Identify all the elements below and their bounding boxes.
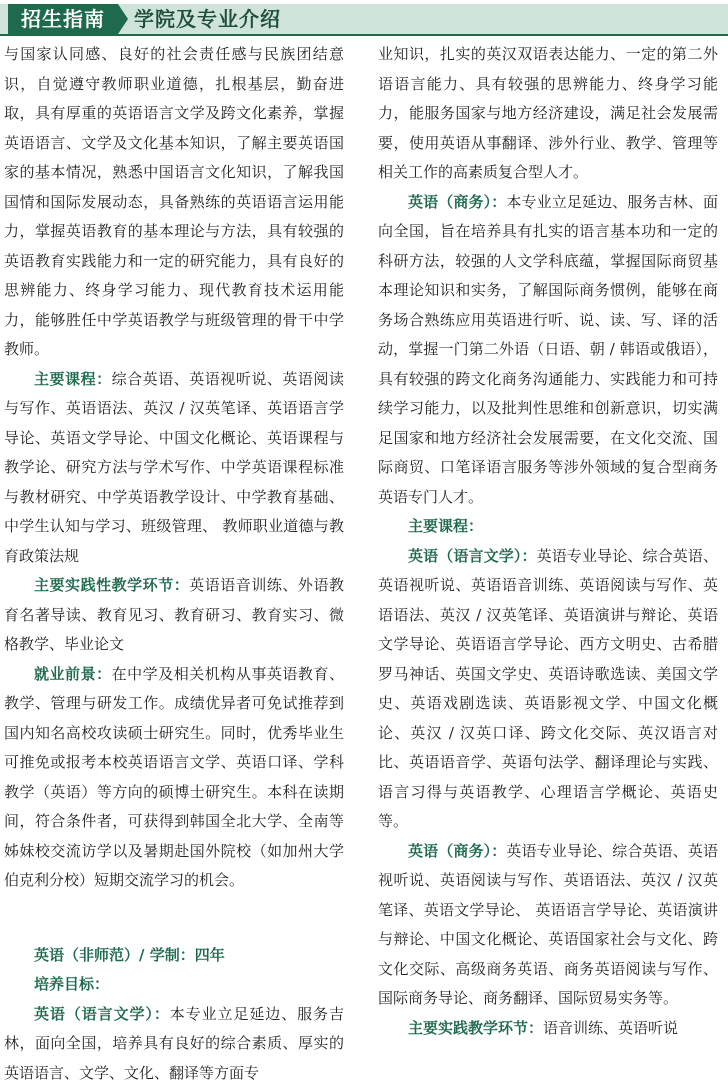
main-courses-text: 综合英语、英语视听说、英语阅读与写作、英语语法、英汉 / 汉英笔译、英语语言学导论、英语文学导论、中国文化概论、英语课程与教学论、研究方法与学术写作、中学英语课程标准与教材研究、中学英语教学设计、中学教育基础、中学生认知与学习、班级管理、 教师职业道德与教育政策法规: [4, 370, 344, 565]
header-tag: 招生指南: [8, 4, 118, 34]
left-intro-paragraph: 与国家认同感、良好的社会责任感与民族团结意识，自觉遵守教师职业道德，扎根基层，勤奋进取，具有厚重的英语语言文学及跨文化素养，掌握英语语言、文学及文化基本知识，了解主要英语国家的基本情况，熟悉中国语言文化知识，了解我国国情和国际发展动态，具备熟练的英语语言运用能力，掌握英语教育的基本理论与方法，具有较强的英语教育实践能力和一定的研究能力，具有良好的思辨能力、终身学习能力、现代教育技术运用能力，能够胜任中学英语教学与班级管理的骨干中学教师。: [4, 40, 344, 365]
business-courses-label: 英语（商务）：: [408, 842, 506, 860]
business-courses-text: 英语专业导论、综合英语、英语视听说、英语阅读与写作、英语语法、英汉 / 汉英笔译、英语文学导论、 英语语言学导论、英语演讲与辩论、中国文化概论、英语国家社会与文化、跨文化交际、高级商务英语、商务英语阅读与写作、国际商务导论、商务翻译、国际贸易实务等。: [378, 842, 718, 1008]
right-practice-label: 主要实践教学环节：: [408, 1019, 543, 1037]
right-intro-paragraph: 业知识，扎实的英汉双语表达能力、一定的第二外语语言能力、具有较强的思辨能力、终身学习能力，能服务国家与地方经济建设，满足社会发展需要，使用英语从事翻译、涉外行业、教学、管理等相关工作的高素质复合型人才。: [378, 40, 718, 188]
business-goal-text: 本专业立足延边、服务吉林、面向全国，旨在培养具有扎实的语言基本功和一定的科研方法，较强的人文学科底蕴，掌握国际商贸基本理论知识和实务，了解国际商务惯例，能够在商务场合熟练应用英语进行听、说、读、写、译的活动，掌握一门第二外语（日语、朝 / 韩语或俄语），具有较强的跨文化商务沟通能力、实践能力和可持续学习能力，以及批判性思维和创新意识，切实满足国家和地方经济社会发展需要，在文化交流、国际商贸、口笔译语言服务等涉外领域的复合型商务英语专门人才。: [378, 193, 718, 506]
right-practice-paragraph: [378, 1014, 718, 1044]
business-courses-paragraph: [378, 837, 718, 1014]
practice-paragraph: [4, 571, 344, 660]
employment-text: 在中学及相关机构从事英语教育、教学、管理与研发工作。成绩优异者可免试推荐到国内知名高校攻读硕士研究生。同时，优秀毕业生可推免或报考本校英语语言文学、英语口译、学科教学（英语）等方向的硕博士研究生。本科在读期间，符合条件者，可获得到韩国全北大学、全南等姊妹校交流访学以及暑期赴国外院校（如加州大学伯克利分校）短期交流学习的机会。: [4, 665, 344, 890]
practice-label: 主要实践性教学环节：: [34, 576, 189, 594]
header-title: 学院及专业介绍: [134, 4, 281, 34]
employment-paragraph: [4, 660, 344, 896]
main-courses-label: 主要课程：: [34, 370, 112, 388]
header-underline: [0, 34, 728, 36]
employment-label: 就业前景：: [34, 665, 112, 683]
literature-goal-paragraph: [4, 1000, 344, 1088]
literature-courses-paragraph: [378, 542, 718, 837]
practice-text: 英语语音训练、外语教育名著导读、教育见习、教育研习、教育实习、微格教学、毕业论文: [4, 576, 344, 653]
literature-courses-label: 英语（语言文学）：: [408, 547, 537, 565]
business-goal-label: 英语（商务）：: [408, 193, 506, 211]
right-column: [378, 40, 718, 1043]
literature-goal-text: 本专业立足延边、服务吉林，面向全国，培养具有良好的综合素质、厚实的英语语言、文学、文化、翻译等方面专: [4, 1005, 344, 1082]
section-header: [0, 0, 728, 40]
left-column: [4, 40, 344, 1088]
literature-courses-text: 英语专业导论、综合英语、英语视听说、英语语音训练、英语阅读与写作、英语语法、英汉 / 汉英笔译、英语演讲与辩论、英语文学导论、英语语言学导论、西方文明史、古希腊罗马神话、英国文学史、英语诗歌选读、美国文学史、英语戏剧选读、英语影视文学、中国文化概论、英汉 / 汉英口译、跨文化交际、英汉语言对比、英语语音学、英语句法学、翻译理论与实践、语言习得与英语教学、心理语言学概论、英语史等。: [378, 547, 718, 831]
header-chevron-icon: [118, 4, 128, 34]
major-title: 英语（非师范）/ 学制：四年: [4, 941, 344, 971]
right-courses-label: 主要课程：: [378, 512, 718, 542]
literature-goal-label: 英语（语言文学）：: [34, 1005, 170, 1023]
right-practice-text: 语音训练、英语听说: [543, 1019, 678, 1037]
training-goal-label: 培养目标：: [4, 970, 344, 1000]
business-goal-paragraph: [378, 188, 718, 513]
main-courses-paragraph: [4, 365, 344, 572]
